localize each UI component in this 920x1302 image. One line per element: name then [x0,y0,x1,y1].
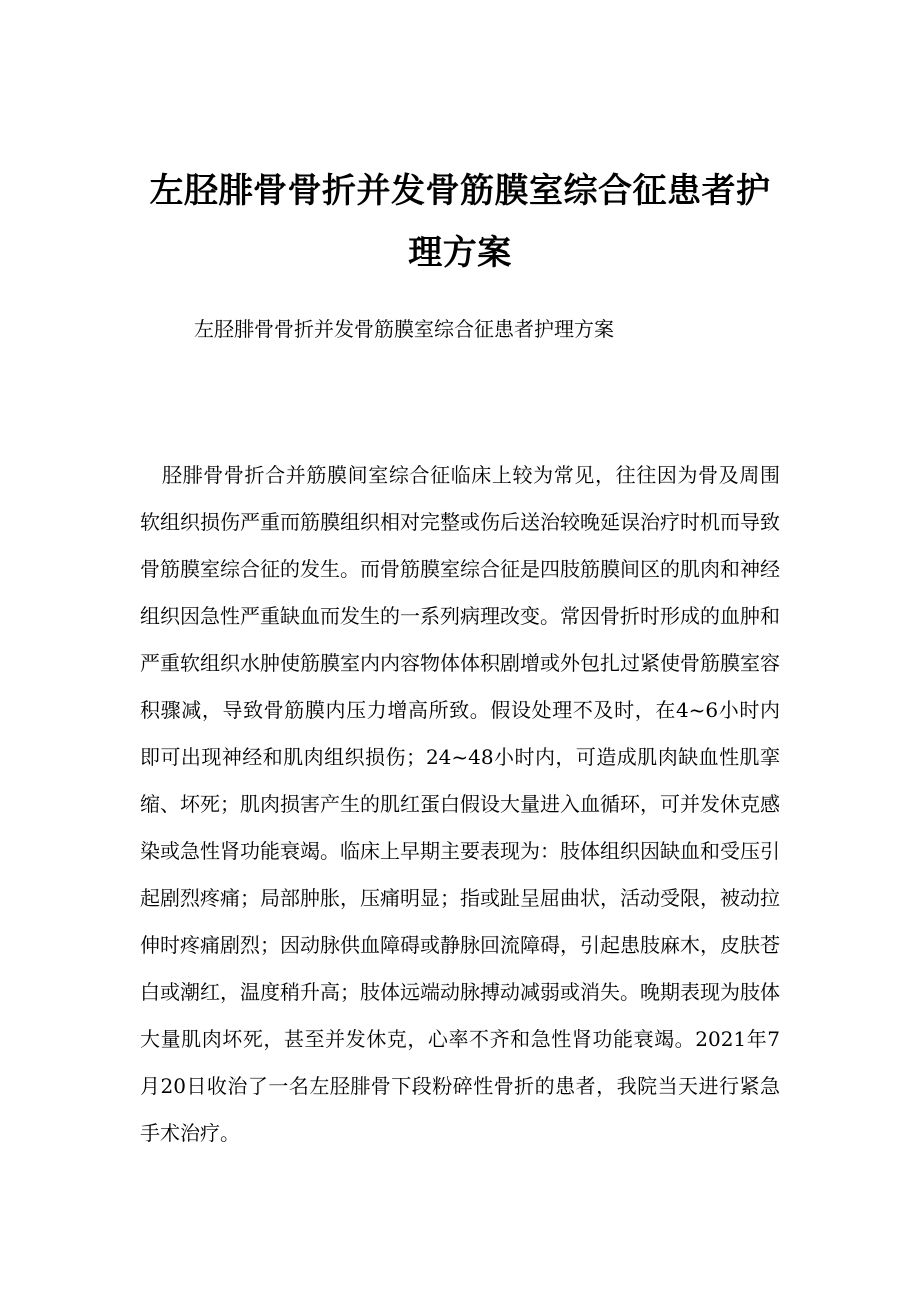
body-paragraph: 胫腓骨骨折合并筋膜间室综合征临床上较为常见，往往因为骨及周围软组织损伤严重而筋膜组织相对完整或伤后送治较晚延误治疗时机而导致骨筋膜室综合征的发生。而骨筋膜室综合征是四肢筋膜间区的肌肉和神经组织因急性严重缺血而发生的一系列病理改变。常因骨折时形成的血肿和严重软组织水肿使筋膜室内内容物体体积剧增或外包扎过紧使骨筋膜室容积骤减，导致骨筋膜内压力增高所致。假设处理不及时，在4~6小时内即可出现神经和肌肉组织损伤；24~48小时内，可造成肌肉缺血性肌挛缩、坏死；肌肉损害产生的肌红蛋白假设大量进入血循环，可并发休克感染或急性肾功能衰竭。临床上早期主要表现为：肢体组织因缺血和受压引起剧烈疼痛；局部肿胀，压痛明显；指或趾呈屈曲状，活动受限，被动拉伸时疼痛剧烈；因动脉供血障碍或静脉回流障碍，引起患肢麻木，皮肤苍白或潮红，温度稍升高；肢体远端动脉搏动减弱或消失。晚期表现为肢体大量肌肉坏死，甚至并发休克，心率不齐和急性肾功能衰竭。2021年7月20日收治了一名左胫腓骨下段粉碎性骨折的患者，我院当天进行紧急手术治疗。 [140,463,780,1145]
document-subtitle: 左胫腓骨骨折并发骨筋膜室综合征患者护理方案 [194,317,614,341]
document-title: 左胫腓骨骨折并发骨筋膜室综合征患者护理方案 [149,171,771,273]
